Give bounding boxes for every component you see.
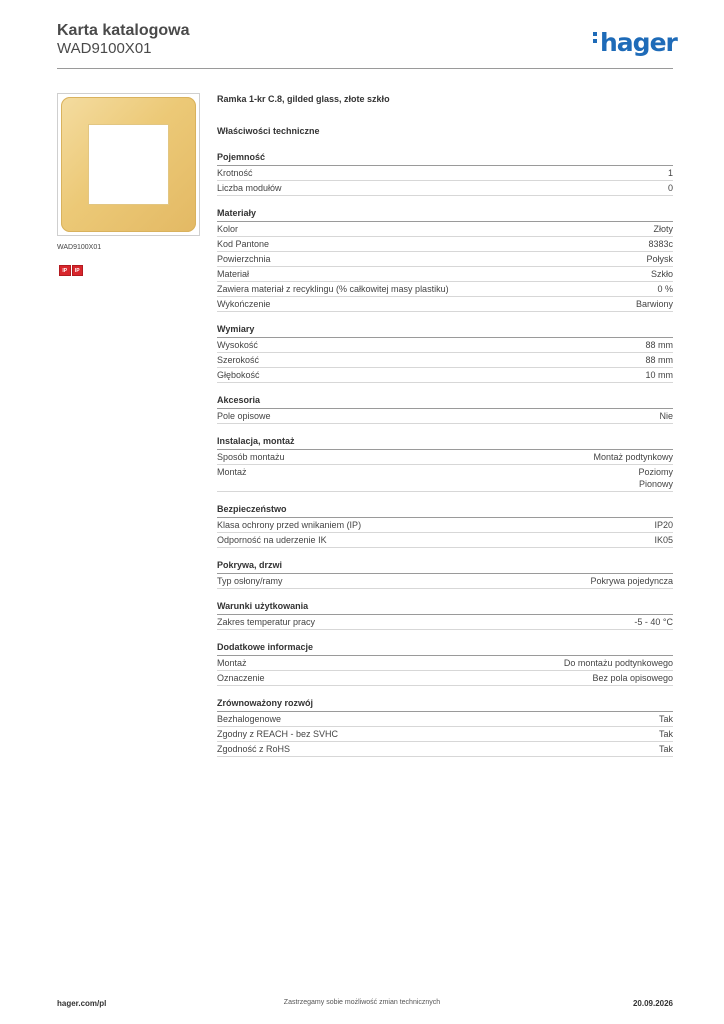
spec-value xyxy=(564,659,673,668)
spec-row xyxy=(217,222,673,237)
spec-value-line: Montaż podtynkowy xyxy=(593,452,673,462)
spec-label: Wysokość xyxy=(217,340,258,350)
spec-value xyxy=(659,745,673,754)
spec-value xyxy=(668,169,673,178)
header-divider xyxy=(57,68,673,69)
spec-value-line: Pokrywa pojedyncza xyxy=(590,576,673,586)
spec-row xyxy=(217,368,673,383)
footer-disclaimer: Zastrzegamy sobie możliwość zmian technicznych xyxy=(283,999,441,1006)
spec-label: Krotność xyxy=(217,168,253,178)
logo-text: hager xyxy=(600,28,677,57)
spec-value-line: 0 xyxy=(667,183,673,193)
spec-row xyxy=(217,533,673,548)
spec-group xyxy=(217,324,673,383)
spec-value xyxy=(590,577,673,586)
spec-label: Szerokość xyxy=(217,355,260,365)
spec-label: Zgodność z RoHS xyxy=(217,744,291,754)
spec-value xyxy=(657,285,673,294)
spec-label: Liczba modułów xyxy=(217,183,282,193)
spec-row xyxy=(217,742,673,757)
spec-value xyxy=(634,618,673,627)
spec-value-line: Nie xyxy=(659,411,673,421)
spec-label: Odporność na uderzenie IK xyxy=(217,535,327,545)
ip-rating-badge xyxy=(59,265,83,276)
spec-content xyxy=(217,94,673,769)
spec-group xyxy=(217,601,673,630)
product-image xyxy=(57,93,200,236)
spec-row xyxy=(217,615,673,630)
spec-row xyxy=(217,574,673,589)
spec-group-title: Zrównoważony rozwój xyxy=(217,698,673,712)
spec-label: Montaż xyxy=(217,467,247,477)
spec-label: Kolor xyxy=(217,224,239,234)
spec-value xyxy=(636,300,673,309)
spec-value-line: Połysk xyxy=(646,254,673,264)
logo-dots-icon xyxy=(593,32,598,46)
spec-value-line: 88 mm xyxy=(645,340,673,350)
spec-row xyxy=(217,267,673,282)
spec-group xyxy=(217,436,673,492)
spec-value xyxy=(648,240,673,249)
spec-group xyxy=(217,698,673,757)
spec-row xyxy=(217,712,673,727)
footer-date: 20.09.2026 xyxy=(632,999,673,1008)
spec-value xyxy=(593,453,673,462)
spec-group-title: Materiały xyxy=(217,208,673,222)
spec-label: Zgodny z REACH - bez SVHC xyxy=(217,729,339,739)
spec-value xyxy=(668,184,673,193)
spec-label: Powierzchnia xyxy=(217,254,271,264)
technical-properties-title: Właściwości techniczne xyxy=(217,126,320,136)
spec-group xyxy=(217,208,673,312)
spec-group-title: Instalacja, montaż xyxy=(217,436,673,450)
spec-value-line: Bez pola opisowego xyxy=(592,673,673,683)
spec-value xyxy=(638,468,673,489)
spec-value-line: Tak xyxy=(658,729,673,739)
hager-logo xyxy=(593,28,677,57)
document-title: Karta katalogowa xyxy=(57,22,190,39)
spec-label: Głębokość xyxy=(217,370,260,380)
spec-label: Bezhalogenowe xyxy=(217,714,282,724)
spec-row xyxy=(217,450,673,465)
spec-value-line: 10 mm xyxy=(645,370,673,380)
spec-group-title: Wymiary xyxy=(217,324,673,338)
spec-value-line: Barwiony xyxy=(635,299,673,309)
spec-group-title: Pojemność xyxy=(217,152,673,166)
spec-value-line: 8383c xyxy=(648,239,673,249)
spec-value-line: Pionowy xyxy=(638,479,673,489)
spec-row xyxy=(217,465,673,492)
spec-label: Zawiera materiał z recyklingu (% całkowitej masy plastiku) xyxy=(217,284,449,294)
spec-value xyxy=(646,255,673,264)
spec-row xyxy=(217,409,673,424)
spec-value xyxy=(645,356,673,365)
spec-value-line: 88 mm xyxy=(645,355,673,365)
spec-value xyxy=(645,371,673,380)
frame-outer-shape xyxy=(61,97,196,232)
ip-badge-left: IP xyxy=(59,265,71,276)
spec-value xyxy=(659,715,673,724)
spec-value-line: 1 xyxy=(667,168,673,178)
spec-row xyxy=(217,353,673,368)
spec-label: Klasa ochrony przed wnikaniem (IP) xyxy=(217,520,362,530)
spec-value xyxy=(651,270,673,279)
spec-label: Oznaczenie xyxy=(217,673,265,683)
spec-label: Sposób montażu xyxy=(217,452,285,462)
spec-group xyxy=(217,560,673,589)
spec-label: Wykończenie xyxy=(217,299,271,309)
ip-badge-right: IP xyxy=(72,265,84,276)
spec-value xyxy=(654,521,673,530)
spec-row xyxy=(217,282,673,297)
spec-value xyxy=(659,412,673,421)
spec-value-line: IP20 xyxy=(654,520,673,530)
spec-group-title: Pokrywa, drzwi xyxy=(217,560,673,574)
spec-label: Montaż xyxy=(217,658,247,668)
spec-group xyxy=(217,504,673,548)
spec-row xyxy=(217,237,673,252)
spec-value-line: Szkło xyxy=(650,269,673,279)
footer-website: hager.com/pl xyxy=(57,999,107,1008)
spec-groups xyxy=(217,152,673,757)
spec-row xyxy=(217,656,673,671)
spec-group-title: Dodatkowe informacje xyxy=(217,642,673,656)
spec-value-line: IK05 xyxy=(654,535,673,545)
spec-value xyxy=(659,730,673,739)
frame-opening xyxy=(88,124,169,205)
product-code-header: WAD9100X01 xyxy=(57,40,152,57)
spec-label: Typ osłony/ramy xyxy=(217,576,283,586)
spec-row xyxy=(217,166,673,181)
spec-row xyxy=(217,727,673,742)
spec-value-line: Tak xyxy=(658,744,673,754)
spec-value xyxy=(645,341,673,350)
spec-value-line: Złoty xyxy=(653,224,673,234)
spec-label: Materiał xyxy=(217,269,250,279)
spec-row xyxy=(217,518,673,533)
spec-row xyxy=(217,671,673,686)
spec-label: Pole opisowe xyxy=(217,411,271,421)
spec-group-title: Akcesoria xyxy=(217,395,673,409)
spec-value-line: Poziomy xyxy=(638,467,673,477)
spec-value-line: -5 - 40 °C xyxy=(634,617,673,627)
spec-row xyxy=(217,338,673,353)
spec-group xyxy=(217,642,673,686)
spec-value xyxy=(592,674,673,683)
spec-group xyxy=(217,395,673,424)
product-title: Ramka 1-kr C.8, gilded glass, złote szkło xyxy=(217,94,390,104)
product-image-caption: WAD9100X01 xyxy=(57,244,102,251)
spec-group-title: Warunki użytkowania xyxy=(217,601,673,615)
spec-label: Zakres temperatur pracy xyxy=(217,617,316,627)
spec-value xyxy=(654,536,673,545)
spec-value-line: 0 % xyxy=(657,284,673,294)
spec-row xyxy=(217,297,673,312)
spec-row xyxy=(217,252,673,267)
spec-value xyxy=(653,225,673,234)
spec-label: Kod Pantone xyxy=(217,239,270,249)
spec-row xyxy=(217,181,673,196)
spec-group-title: Bezpieczeństwo xyxy=(217,504,673,518)
spec-value-line: Do montażu podtynkowego xyxy=(563,658,673,668)
spec-group xyxy=(217,152,673,196)
spec-value-line: Tak xyxy=(658,714,673,724)
